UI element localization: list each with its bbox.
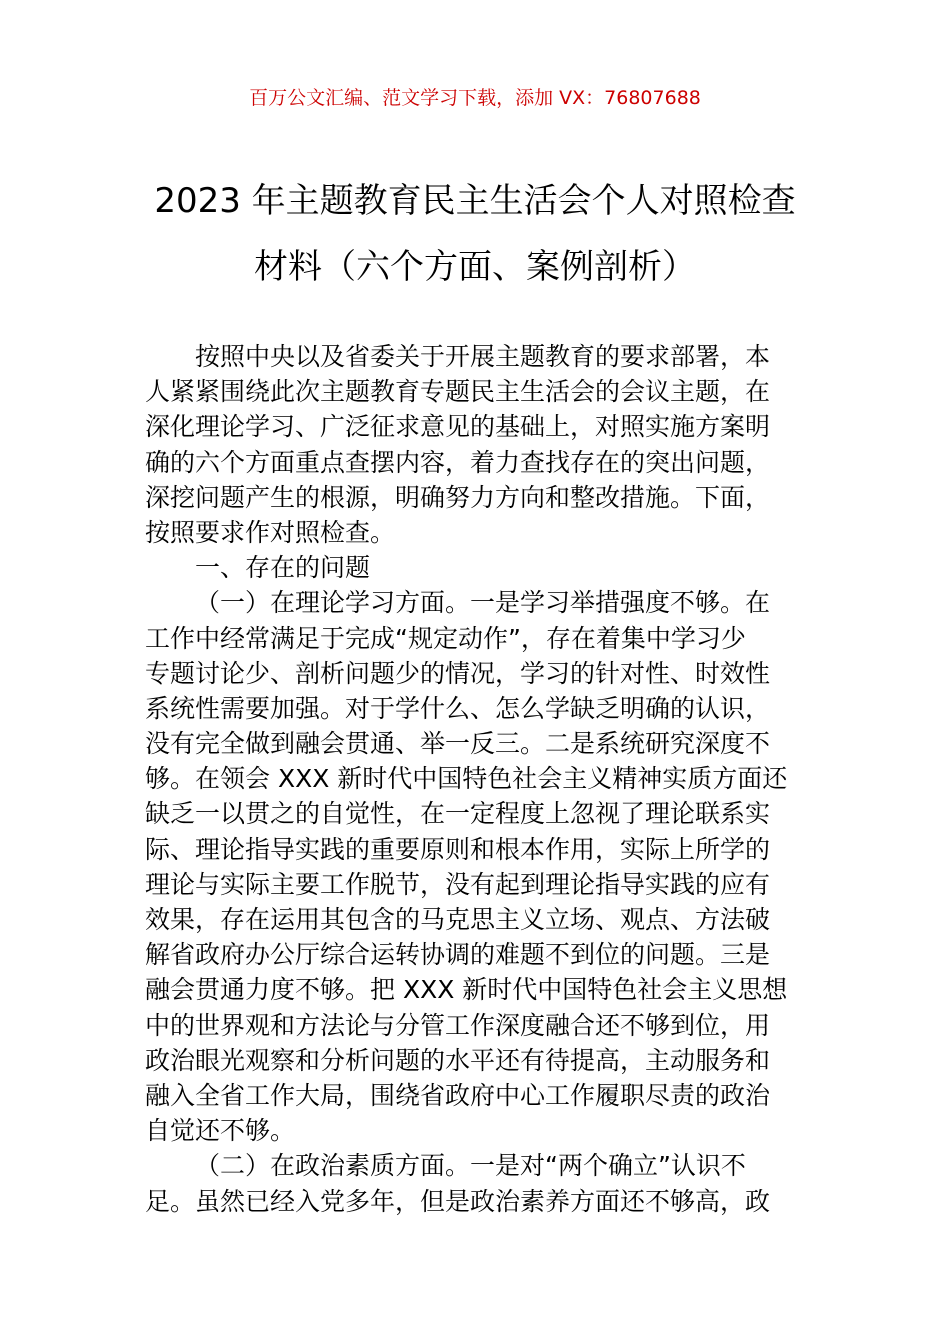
body-line: 融会贯通力度不够。把 XXX 新时代中国特色社会主义思想 — [145, 975, 788, 1005]
body-line: 融入全省工作大局，围绕省政府中心工作履职尽责的政治 — [145, 1080, 771, 1110]
body-line: （一）在理论学习方面。一是学习举措强度不够。在 — [195, 588, 771, 618]
body-line: 没有完全做到融会贯通、举一反三。二是系统研究深度不 — [145, 729, 771, 759]
header-note: 百万公文汇编、范文学习下载，添加 VX：76807688 — [249, 87, 701, 109]
body-line: 够。在领会 XXX 新时代中国特色社会主义精神实质方面还 — [145, 764, 788, 794]
body-line: 缺乏一以贯之的自觉性，在一定程度上忽视了理论联系实 — [145, 799, 771, 829]
body-text — [145, 339, 807, 1219]
body-line: 深挖问题产生的根源，明确努力方向和整改措施。下面， — [145, 482, 771, 512]
body-line: 理论与实际主要工作脱节，没有起到理论指导实践的应有 — [145, 869, 771, 899]
body-line: 深化理论学习、广泛征求意见的基础上，对照实施方案明 — [145, 412, 771, 442]
body-line: 系统性需要加强。对于学什么、怎么学缺乏明确的认识， — [145, 693, 771, 723]
body-line: （二）在政治素质方面。一是对“两个确立”认识不 — [195, 1151, 746, 1181]
body-line: 效果，存在运用其包含的马克思主义立场、观点、方法破 — [145, 905, 771, 934]
title-line-1: 2023 年主题教育民主生活会个人对照检查 — [154, 181, 796, 221]
body-line: 工作中经常满足于完成“规定动作”，存在着集中学习少 — [145, 623, 746, 653]
body-line: 专题讨论少、剖析问题少的情况，学习的针对性、时效性 — [145, 658, 771, 688]
title-line-2: 材料（六个方面、案例剖析） — [254, 247, 696, 287]
body-line: 自觉还不够。 — [145, 1116, 296, 1146]
body-line: 政治眼光观察和分析问题的水平还有待提高，主动服务和 — [145, 1045, 771, 1075]
body-line: 际、理论指导实践的重要原则和根本作用，实际上所学的 — [145, 834, 771, 864]
body-line: 足。虽然已经入党多年，但是政治素养方面还不够高，政 — [145, 1186, 771, 1216]
body-line: 中的世界观和方法论与分管工作深度融合还不够到位，用 — [145, 1010, 771, 1040]
section-heading: 一、存在的问题 — [195, 553, 371, 583]
body-line: 解省政府办公厅综合运转协调的难题不到位的问题。三是 — [145, 940, 771, 970]
body-line: 按照要求作对照检查。 — [145, 517, 396, 547]
body-line: 人紧紧围绕此次主题教育专题民主生活会的会议主题，在 — [145, 377, 771, 407]
body-line: 确的六个方面重点查摆内容，着力查找存在的突出问题， — [145, 447, 771, 477]
body-line: 按照中央以及省委关于开展主题教育的要求部署，本 — [195, 342, 771, 371]
